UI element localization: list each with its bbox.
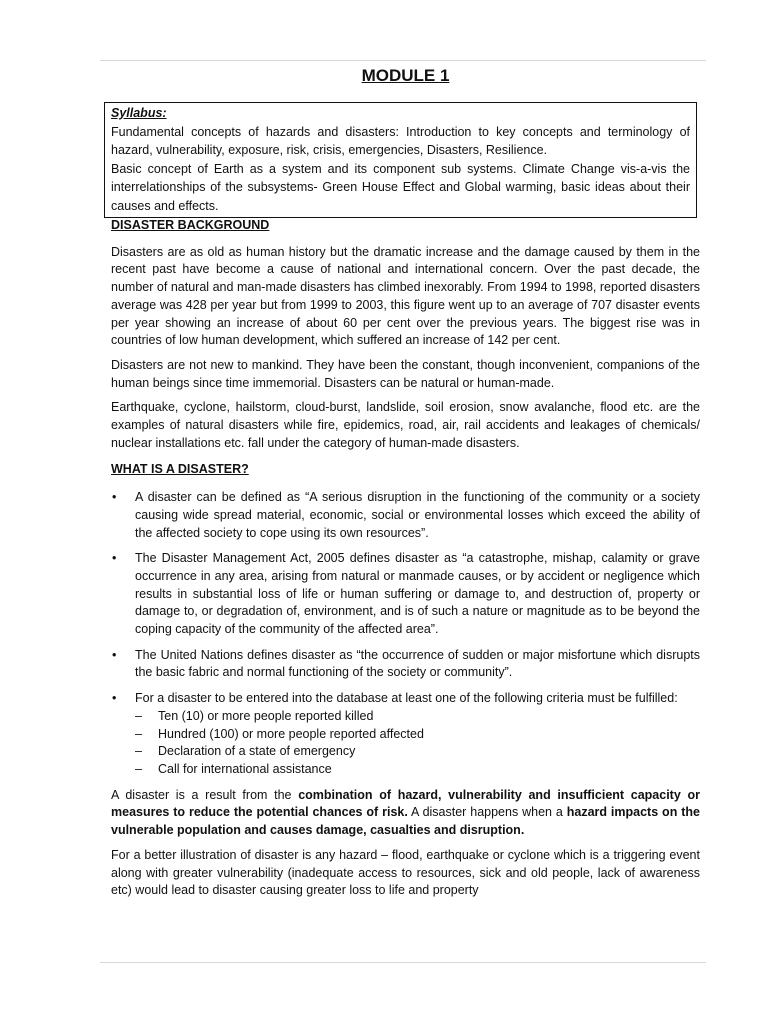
page-title: MODULE 1: [361, 66, 450, 85]
criteria-item: – Declaration of a state of emergency: [135, 743, 700, 761]
definition-text: The United Nations defines disaster as “the occurrence of sudden or major misfortune which disrupts the basic fabric and normal functioning of the society or community”.: [135, 647, 700, 680]
background-paragraph-3: Earthquake, cyclone, hailstorm, cloud-burst, landslide, soil erosion, snow avalanche, flood etc. are the examples of natural disasters while fire, epidemics, road, air, rail accidents and leakages of chemicals/ nuclear installations etc. fall under the category of human-made disasters.: [111, 400, 700, 450]
bullet-icon: •: [112, 551, 117, 566]
bullet-icon: •: [112, 490, 117, 505]
definition-item: [111, 489, 700, 542]
footer-rule: [100, 962, 706, 963]
definition-text: For a disaster to be entered into the database at least one of the following criteria must be fulfilled:: [135, 691, 678, 706]
syllabus-line-1: Fundamental concepts of hazards and disasters: Introduction to key concepts and terminology of hazard, vulnerability, exposure, risk, crisis, emergencies, Disasters, Resilience.: [111, 124, 690, 157]
definition-text: A disaster can be defined as “A serious disruption in the functioning of the community or a society causing wide spread material, economic, social or environmental losses which exceed the ability of the affected society to cope using its own resources”.: [135, 490, 700, 540]
syllabus-box: [104, 102, 697, 218]
section-heading-what: WHAT IS A DISASTER?: [111, 462, 249, 477]
header-rule: [100, 60, 706, 61]
definition-list: [111, 489, 700, 779]
document-body: [111, 217, 700, 907]
bullet-icon: •: [112, 691, 117, 706]
definition-item: [111, 690, 700, 779]
criteria-item: – Ten (10) or more people reported killed: [135, 708, 700, 726]
criteria-item: – Call for international assistance: [135, 761, 700, 779]
dash-icon: –: [135, 761, 142, 776]
syllabus-line-2: Basic concept of Earth as a system and its component sub systems. Climate Change vis-a-vis the interrelationships of the subsystems- Green House Effect and Global warming, basic ideas about their causes and effects.: [111, 161, 690, 213]
dash-icon: –: [135, 726, 142, 741]
bullet-icon: •: [112, 647, 117, 662]
background-paragraph-2: Disasters are not new to mankind. They have been the constant, though inconvenient, companions of the human beings since time immemorial. Disasters can be natural or human-made.: [111, 357, 700, 390]
illustration-paragraph: For a better illustration of disaster is any hazard – flood, earthquake or cyclone which is a triggering event along with greater vulnerability (inadequate access to resources, sick and old people, lack of awareness etc) would lead to disaster causing greater loss to life and property: [111, 847, 700, 898]
criteria-list: [135, 708, 700, 779]
definition-item: [111, 647, 700, 682]
document-page: [111, 64, 700, 898]
definition-item: [111, 550, 700, 639]
background-paragraph-1: Disasters are as old as human history but the dramatic increase and the damage caused by them in the recent past have become a cause of national and international concern. Over the past decade, the number of natural and man-made disasters has climbed inexorably. From 1994 to 1998, reported disasters average was 428 per year but from 1999 to 2003, this figure went up to an average of 707 disaster events per year showing an increase of about 60 per cent over the previous years. The biggest rise was in countries of low human development, which suffered an increase of 142 per cent.: [111, 244, 700, 348]
dash-icon: –: [135, 744, 142, 759]
dash-icon: –: [135, 708, 142, 723]
section-heading-background: DISASTER BACKGROUND: [111, 218, 270, 232]
result-paragraph: A disaster is a result from the combination of hazard, vulnerability and insufficient capacity or measures to reduce the potential chances of risk. A disaster happens when a hazard impacts on the vulnerable population and causes damage, casualties and disruption.: [111, 787, 700, 838]
definition-text: The Disaster Management Act, 2005 defines disaster as “a catastrophe, mishap, calamity or grave occurrence in any area, arising from natural or manmade causes, or by accident or negligence which results in substantial loss of life or human suffering or damage to, and destruction of, property or damage to, or degradation of, environment, and is of such a nature or magnitude as to be beyond the coping capacity of the community of the affected area”.: [135, 551, 700, 637]
syllabus-label: Syllabus:: [111, 106, 167, 120]
criteria-item: – Hundred (100) or more people reported affected: [135, 726, 700, 744]
